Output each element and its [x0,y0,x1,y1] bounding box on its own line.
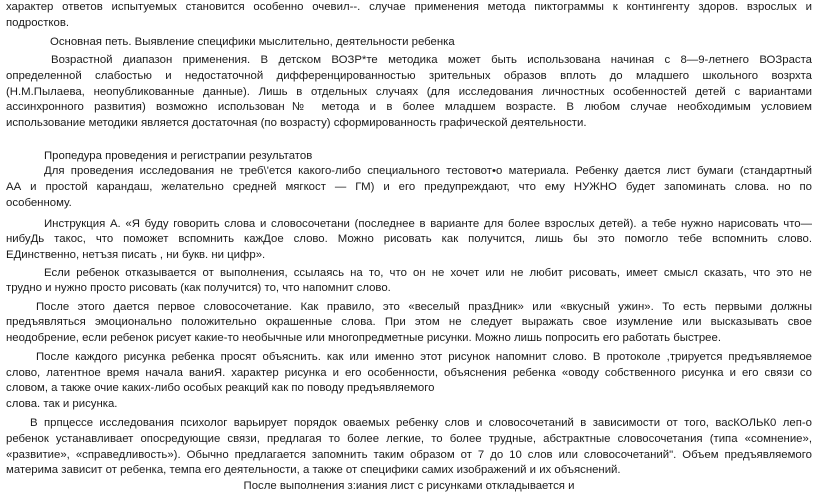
text-line: АА и простой карандаш, желательно средней мягкост — ГМ) и его предупреждают, что ему НУЖНО будет запоминать слова. но по [6,181,812,194]
text-line: использование методики является достаточная (по возрасту) сформированность графической деятельности. [6,116,587,129]
text-line: словом, а также очие каких-либо особых реакций как по поводу предъявляемого [6,382,435,395]
text-line: определенной слабостью и недостаточной дифференцированностью зрительных образов вплоть до младшего школьного возрхта [6,69,812,82]
text-line: предъявляться эмоционально положительно окрашенные слова. При этом не следует выражать свое изумление или высказывать свое [6,316,812,329]
text-line: ассинхронного развития) возможно использован№ метода и в более младшем возрасте. В любом случае необходимым условием [6,101,812,114]
text-line: Для проведения исследования не треб\'ется какого-либо специального тестовот•о материала. Ребенку дается лист бумаги (стандартный [44,165,812,178]
text-line: После этого дается первое словосочетание. Как правило, это «веселый празДник» или «вкусный ужин». То есть первыми должны [36,300,812,313]
text-line: слово, латентное время начала ваниЯ. характер рисунка и его особенности, объяснения ребенка «оводу собственного рисунка и его связи со [6,366,812,379]
text-line: особенному. [6,196,72,209]
section-heading: Пропедура проведения и регистрапии результатов [44,149,313,162]
text-line: характер ответов испытуемых становится особенно очевил--. случае применения метода пиктограммы к контингенту здоров. взрослых и [6,1,812,13]
text-line: Возрастной диапазон применения. В детском ВОЗР*те методика может быть использована начиная с 8—9-летнего ВОЗраста [51,54,812,67]
text-line: (Н.М.Пылаева, неопубликованные данные). Лишь в отдельных случаях (для исследования личностных особенностей детей с вариантами [6,85,812,98]
text-line: подростков. [6,16,70,29]
text-line: «развитие», «справедливость»). Обычно предлагается запомнить таким образом от 7 до 10 слов или словосочетаний". Объем предъявляемого [6,448,812,461]
text-line: трудно и нужно просто рисовать (как получится) то, что напомнит слово. [6,282,391,295]
text-line: нибуДь такос, что поможет вспомнить кажДое слово. Можно рисовать как получится, лишь бы это помогло тебе вспомнить слово. [6,233,812,246]
text-line: неодобрение, если ребенок рисует какие-то необычные или многопредметные рисунки. Можно лишь попросить его работать быстрее. [6,331,721,344]
text-line: ребенок устанавливает опосредующие связи, предлагая то более легкие, то более трудные, абстрактные словосочетания (типа «сомнение», [6,432,812,445]
text-line: В прпцессе исследования психолог варьирует порядок оваемых ребенку слов и словосочетаний в зависимости от того, васКОЛЬК0 леп-о [30,417,812,430]
text-line: слова. так и рисунка. [6,397,118,410]
section-heading: Основная петь. Выявление специфики мыслительно, деятельности ребенка [50,35,455,48]
text-line: Если ребенок отказывается от выполнения, ссылаясь на то, что он не хочет или не любит рисовать, имеет смысл сказать, что это не [44,266,812,279]
text-line: После каждого рисунка ребенка просят объяснить. как или именно этот рисунок напомнит слово. В протоколе ,трируется предъявляемое [36,351,812,364]
text-line: Инструкция А. «Я буду говорить слова и словосочетани (последнее в варианте для более взрослых детей). а тебе нужно нарисовать что— [44,217,812,230]
text-line: После выполнения з:иания лист с рисунками откладывается и [243,479,575,492]
text-line: ЕДинственно, нетъзя писать , ни букв. ни цифр». [6,249,266,262]
text-line: материма зависит от ребенка, темпа его деятельности, а также от специфики самих изображений и их объяснений. [6,464,621,477]
